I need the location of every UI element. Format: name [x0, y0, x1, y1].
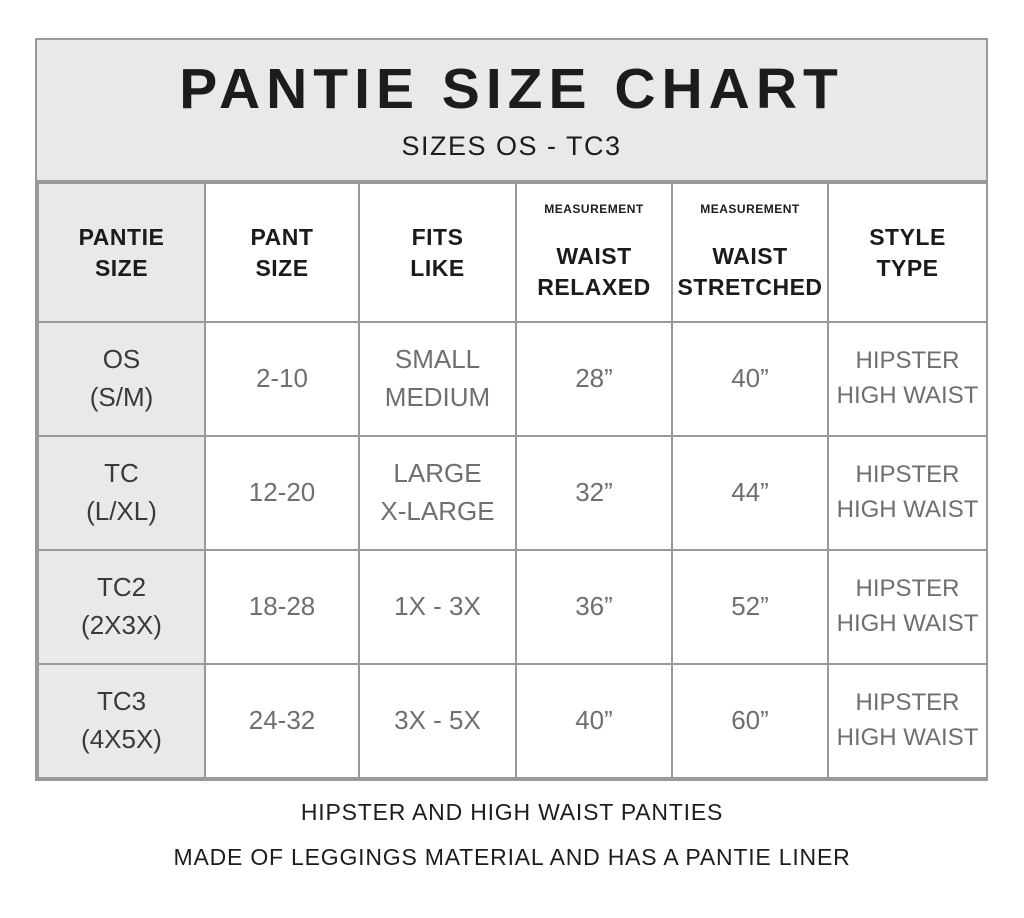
chart-title: PANTIE SIZE CHART	[179, 57, 844, 122]
cell-style-type: HIPSTER HIGH WAIST	[828, 550, 987, 664]
measurement-label: MEASUREMENT	[700, 202, 800, 216]
col-header-label: PANT SIZE	[250, 223, 314, 281]
table-row-tc2	[38, 550, 987, 664]
chart-subtitle: SIZES OS - TC3	[401, 130, 622, 161]
cell-pantie-size: TC (L/XL)	[38, 436, 205, 550]
table-header-row	[38, 183, 987, 322]
cell-pantie-size: TC3 (4X5X)	[38, 664, 205, 778]
cell-fits-like: 3X - 5X	[359, 664, 516, 778]
col-header-label: WAIST STRETCHED	[677, 243, 823, 301]
cell-waist-relaxed: 40”	[516, 664, 672, 778]
col-header-waist-relaxed	[516, 183, 672, 322]
cell-pant-size: 12-20	[205, 436, 359, 550]
cell-style-type: HIPSTER HIGH WAIST	[828, 322, 987, 436]
col-header-waist-stretched	[672, 183, 828, 322]
measurement-label: MEASUREMENT	[544, 202, 644, 216]
col-header-label: PANTIE SIZE	[78, 223, 165, 281]
cell-fits-like: LARGE X-LARGE	[359, 436, 516, 550]
cell-waist-stretched: 52”	[672, 550, 828, 664]
cell-waist-stretched: 44”	[672, 436, 828, 550]
cell-pantie-size: OS (S/M)	[38, 322, 205, 436]
table-row-tc	[38, 436, 987, 550]
col-header-label: STYLE TYPE	[869, 223, 946, 281]
cell-style-type: HIPSTER HIGH WAIST	[828, 436, 987, 550]
size-chart	[35, 38, 988, 781]
cell-waist-relaxed: 32”	[516, 436, 672, 550]
cell-waist-stretched: 40”	[672, 322, 828, 436]
cell-fits-like: SMALL MEDIUM	[359, 322, 516, 436]
col-header-label: FITS LIKE	[410, 223, 465, 281]
footnote-line-2: MADE OF LEGGINGS MATERIAL AND HAS A PANTIE LINER	[173, 843, 851, 870]
col-header-label: WAIST RELAXED	[537, 243, 651, 301]
cell-pant-size: 2-10	[205, 322, 359, 436]
cell-pant-size: 24-32	[205, 664, 359, 778]
cell-fits-like: 1X - 3X	[359, 550, 516, 664]
table-row-tc3	[38, 664, 987, 778]
cell-waist-relaxed: 28”	[516, 322, 672, 436]
col-header-pantie-size	[38, 183, 205, 322]
col-header-pant-size	[205, 183, 359, 322]
title-band	[37, 40, 986, 182]
footnote	[0, 790, 1024, 880]
cell-waist-relaxed: 36”	[516, 550, 672, 664]
col-header-fits-like	[359, 183, 516, 322]
cell-style-type: HIPSTER HIGH WAIST	[828, 664, 987, 778]
col-header-style-type	[828, 183, 987, 322]
table-row-os	[38, 322, 987, 436]
cell-waist-stretched: 60”	[672, 664, 828, 778]
footnote-line-1: HIPSTER AND HIGH WAIST PANTIES	[300, 799, 724, 825]
cell-pantie-size: TC2 (2X3X)	[38, 550, 205, 664]
cell-pant-size: 18-28	[205, 550, 359, 664]
size-table	[37, 182, 988, 779]
